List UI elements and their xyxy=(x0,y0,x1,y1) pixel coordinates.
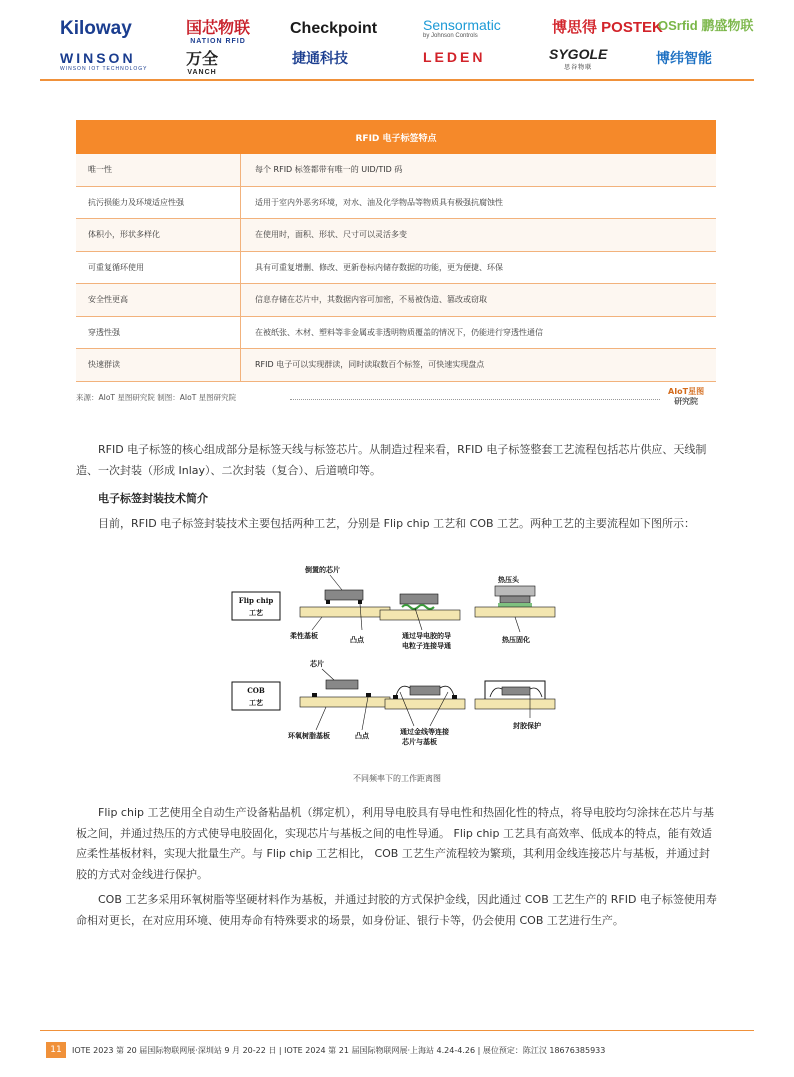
encap-label: 封胶保护 xyxy=(513,721,541,730)
logo-kiloway: Kiloway xyxy=(60,18,132,39)
hot-press-head xyxy=(495,586,535,596)
pad-mark xyxy=(366,693,371,697)
logo-checkpoint: Checkpoint xyxy=(290,20,378,37)
epoxy-substrate-2 xyxy=(385,699,465,709)
feature-cell: 唯一性 xyxy=(76,154,241,186)
epoxy-substrate-1 xyxy=(300,697,390,707)
desc-cell: 在使用时，面积、形状、尺寸可以灵活多变 xyxy=(255,230,407,240)
bump-mark xyxy=(326,600,330,604)
cured-glue xyxy=(498,603,532,607)
gold-label-2: 芯片与基板 xyxy=(402,737,437,746)
logo-bowei: 博纬智能 xyxy=(656,50,712,66)
cob-chip-1 xyxy=(326,680,358,689)
flip-chip-1 xyxy=(325,590,363,600)
hot-head-label: 热压头 xyxy=(498,575,519,584)
flex-substrate-3 xyxy=(475,607,555,617)
table-row xyxy=(76,252,716,285)
conductive-glue xyxy=(402,605,434,609)
logo-sensormatic: Sensormatic by Johnson Controls xyxy=(423,17,501,39)
source-divider xyxy=(290,399,660,400)
table-row xyxy=(76,154,716,187)
paragraph-intro: RFID 电子标签的核心组成部分是标签天线与标签芯片。从制造过程来看，RFID 电子标签整套工艺流程包括芯片供应、天线制造、一次封装（形成 Inlay）、二次封装（复合）、后道喷印等。 xyxy=(76,443,707,477)
table-row xyxy=(76,317,716,350)
flip-chip-2 xyxy=(400,594,438,604)
gold-wire xyxy=(396,686,410,696)
flip-label-2: 工艺 xyxy=(249,608,263,617)
footer-divider xyxy=(40,1030,754,1031)
flex-substrate-2 xyxy=(380,610,460,620)
table-body xyxy=(76,154,716,382)
feature-cell: 抗污损能力及环境适应性强 xyxy=(76,187,241,219)
aiot-logo-line1: AIoT星图 xyxy=(668,387,705,396)
section-heading: 电子标签封装技术简介 xyxy=(98,492,208,505)
epoxy-substrate-label: 环氧树脂基板 xyxy=(288,731,330,740)
aiot-logo-line2: 研究院 xyxy=(674,397,699,406)
conductive-label-2: 电粒子连接导通 xyxy=(402,641,451,650)
bump-label: 凸点 xyxy=(350,635,364,644)
logo-sygole: SYGOLE 思谷物联 xyxy=(549,46,608,71)
figure-caption: 不同频率下的工作距离图 xyxy=(353,774,441,783)
desc-cell: 在被纸张、木材、塑料等非金属或非透明物质覆盖的情况下，仍能进行穿透性通信 xyxy=(255,327,543,337)
chip-label: 芯片 xyxy=(310,659,324,668)
hot-cure-label: 热压固化 xyxy=(502,635,530,644)
feature-cell: 快速群读 xyxy=(76,349,241,381)
gold-label-1: 通过金线等连接 xyxy=(400,727,449,736)
table-row xyxy=(76,349,716,382)
desc-cell: RFID 电子可以实现群读，同时读取数百个标签，可快速实现盘点 xyxy=(255,360,485,370)
feature-cell: 可重复循环使用 xyxy=(76,252,241,284)
logo-leden: LEDEN xyxy=(423,49,486,65)
flex-substrate-label: 柔性基板 xyxy=(290,631,318,640)
rfid-feature-table xyxy=(76,120,716,382)
footer-text: IOTE 2023 第 20 届国际物联网展·深圳站 9 月 20-22 日 | IOTE 2024 第 21 届国际物联网展·上海站 4.24-4.26 | 展位预定：陈江汉 18676385933 xyxy=(72,1046,606,1055)
logo-vanch: 万全 VANCH xyxy=(186,51,219,76)
desc-cell: 适用于室内外恶劣环境，对水、油及化学物品等物质具有极强抗腐蚀性 xyxy=(255,197,503,207)
aiot-research-logo xyxy=(668,388,704,406)
header-divider xyxy=(40,79,754,81)
logo-nation-rfid: 国芯物联 NATION RFID xyxy=(186,20,251,45)
desc-cell: 信息存储在芯片中，其数据内容可加密，不易被伪造、篡改或窃取 xyxy=(255,295,487,305)
flip-chip-3 xyxy=(500,596,530,603)
table-title: RFID 电子标签特点 xyxy=(76,120,716,154)
table-row xyxy=(76,219,716,252)
flex-substrate-1 xyxy=(300,607,390,617)
logo-postek: 博思得 POSTEK xyxy=(552,19,663,36)
conductive-label-1: 通过导电胶的导 xyxy=(402,631,451,640)
flip-label-1: Flip chip xyxy=(238,596,274,605)
cob-label-2: 工艺 xyxy=(249,698,263,707)
pad-mark xyxy=(312,693,317,697)
cob-chip-2 xyxy=(410,686,440,695)
epoxy-substrate-3 xyxy=(475,699,555,709)
packaging-process-diagram xyxy=(230,562,570,757)
feature-cell: 体积小，形状多样化 xyxy=(76,219,241,251)
cob-chip-3 xyxy=(502,687,530,695)
cob-label-1: COB xyxy=(247,686,265,695)
feature-cell: 穿透性强 xyxy=(76,317,241,349)
paragraph-overview: 目前，RFID 电子标签封装技术主要包括两种工艺，分别是 Flip chip 工艺和 COB 工艺。两种工艺的主要流程如下图所示： xyxy=(98,517,696,530)
bump-mark xyxy=(358,600,362,604)
page-number: 11 xyxy=(46,1042,66,1058)
inverted-chip-label: 倒置的芯片 xyxy=(305,565,340,574)
table-row xyxy=(76,284,716,317)
paragraph-cob: COB 工艺多采用环氧树脂等坚硬材料作为基板，并通过封胶的方式保护金线，因此通过 COB 工艺生产的 RFID 电子标签使用寿命相对更长，在对应用环境、使用寿命有特殊要求的场景，如身份证、银行卡等，仍会使用 COB 工艺进行生产。 xyxy=(76,893,717,927)
source-line: 来源：AIoT 星图研究院 制图：AIoT 星图研究院 xyxy=(76,393,237,402)
logo-osrfid: OSrfid 鹏盛物联 xyxy=(658,18,754,33)
logo-jietong: 捷通科技 xyxy=(292,50,348,66)
logo-winson: WINSON WINSON IOT TECHNOLOGY xyxy=(60,50,148,72)
table-row xyxy=(76,187,716,220)
pad-mark xyxy=(452,695,457,699)
feature-cell: 安全性更高 xyxy=(76,284,241,316)
bump2-label: 凸点 xyxy=(355,731,369,740)
desc-cell: 每个 RFID 标签都带有唯一的 UID/TID 码 xyxy=(255,165,403,175)
partner-logos xyxy=(0,0,794,80)
paragraph-flipchip: Flip chip 工艺使用全自动生产设备粘晶机（绑定机），利用导电胶具有导电性和热固化性的特点，将导电胶均匀涂抹在芯片与基板之间，并通过热压的方式使导电胶固化，实现芯片与基板之间的电性导通。 Flip chip 工艺具有高效率、低成本的特点，能有效适应柔性基板材料，实现大批量生产。与 Flip chip 工艺相比， COB 工艺生产流程较为繁琐，其利用金线连接芯片与基板，并通过封胶的方式对金线进行保护。 xyxy=(76,806,714,881)
pad-mark xyxy=(393,695,398,699)
desc-cell: 具有可重复增删、修改、更新卷标内储存数据的功能，更为便捷、环保 xyxy=(255,262,503,272)
